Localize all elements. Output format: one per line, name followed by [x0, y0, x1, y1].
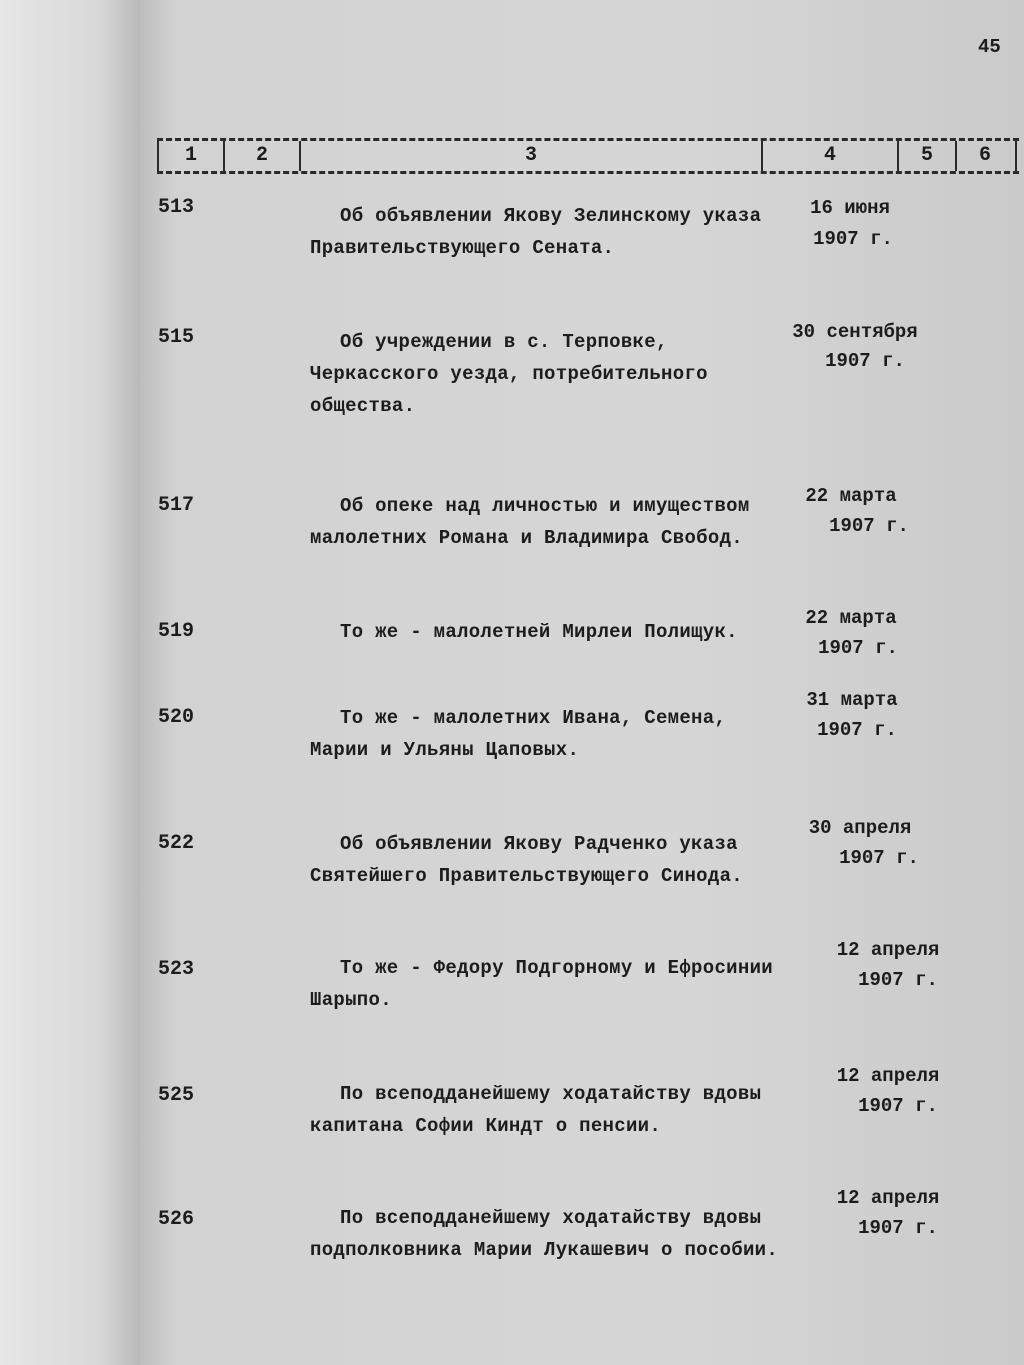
- row-date-year: 1907 г.: [829, 515, 909, 537]
- row-description: По всеподданейшему ходатайству вдовы капитана Софии Киндт о пенсии.: [310, 1083, 762, 1137]
- row-number: 526: [158, 1208, 195, 1231]
- row-number: 517: [158, 494, 195, 517]
- row-number: 519: [158, 620, 195, 643]
- row-description: По всеподданейшему ходатайству вдовы подполковника Марии Лукашевич о пособии.: [310, 1207, 779, 1261]
- row-date-year: 1907 г.: [839, 847, 919, 869]
- row-date-year: 1907 г.: [858, 1095, 938, 1117]
- row-date-day: 16 июня: [810, 197, 890, 219]
- column-divider: [1015, 141, 1017, 171]
- row-date-day: 12 апреля: [836, 1065, 940, 1087]
- row-number: 513: [158, 196, 195, 219]
- row-date-year: 1907 г.: [818, 637, 898, 659]
- row-number: 522: [158, 832, 195, 855]
- row-date-year: 1907 г.: [817, 719, 897, 741]
- column-header-5: 5: [920, 144, 933, 167]
- row-description: То же - малолетней Мирлеи Полищук.: [340, 621, 738, 643]
- row-description: То же - Федору Подгорному и Ефросинии Шарыпо.: [310, 957, 773, 1011]
- page-number: 45: [978, 36, 1001, 58]
- row-description: То же - малолетних Ивана, Семена, Марии и Ульяны Цаповых.: [310, 707, 727, 761]
- row-date-day: 31 марта: [806, 689, 898, 711]
- row-date-day: 30 апреля: [808, 817, 912, 839]
- column-header-3: 3: [524, 144, 537, 167]
- row-date-year: 1907 г.: [858, 1217, 938, 1239]
- column-header-4: 4: [823, 144, 836, 167]
- row-description: Об опеке над личностью и имуществом малолетних Романа и Владимира Свобод.: [310, 495, 750, 549]
- row-date-day: 30 сентября: [792, 321, 918, 343]
- column-header-6: 6: [978, 144, 991, 167]
- row-date-year: 1907 г.: [825, 350, 905, 372]
- row-date-day: 12 апреля: [836, 939, 940, 961]
- table-header: [157, 138, 1019, 174]
- row-date-year: 1907 г.: [813, 228, 893, 250]
- column-header-2: 2: [255, 144, 268, 167]
- binding-gutter: [0, 0, 140, 1365]
- row-description: Об учреждении в с. Терповке, Черкасского уезда, потребительного общества.: [310, 331, 708, 417]
- row-description: Об объявлении Якову Зелинскому указа Правительствующего Сената.: [310, 205, 762, 259]
- row-number: 525: [158, 1084, 195, 1107]
- row-number: 520: [158, 706, 195, 729]
- row-number: 523: [158, 958, 195, 981]
- row-date-year: 1907 г.: [858, 969, 938, 991]
- row-date-day: 12 апреля: [836, 1187, 940, 1209]
- row-description: Об объявлении Якову Радченко указа Святейшего Правительствующего Синода.: [310, 833, 743, 887]
- row-date-day: 22 марта: [805, 485, 897, 507]
- row-number: 515: [158, 326, 195, 349]
- column-header-1: 1: [184, 144, 197, 167]
- row-date-day: 22 марта: [805, 607, 897, 629]
